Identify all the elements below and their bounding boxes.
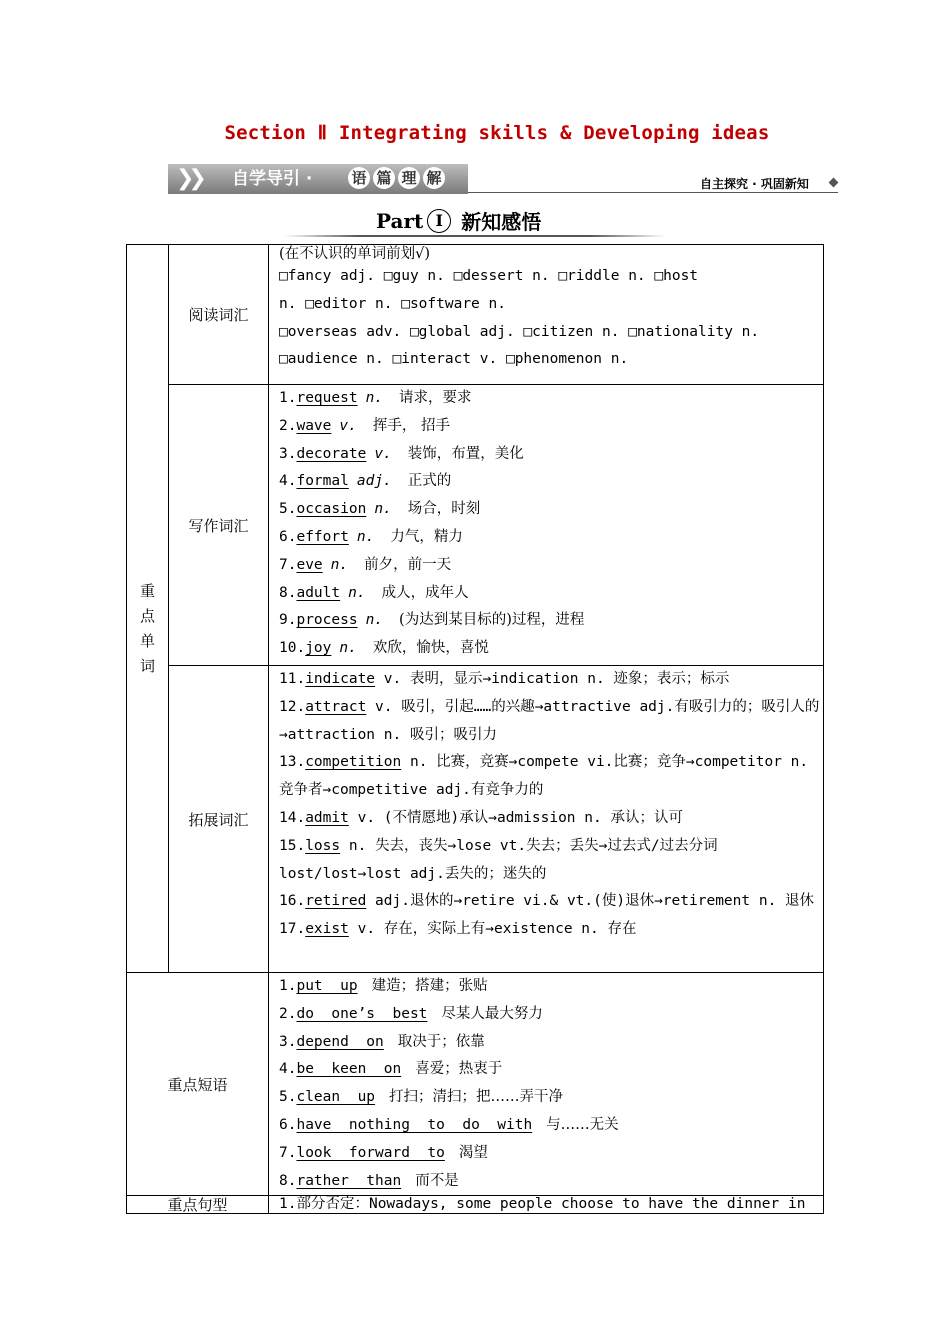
item-meaning: 请求，要求 (399, 390, 472, 406)
writing-label: 写作词汇 (169, 385, 269, 666)
item-number: 4. (279, 473, 297, 490)
part-rule (284, 235, 666, 237)
item-phrase: look forward to (296, 1144, 445, 1161)
phrase-list (269, 973, 824, 1196)
item-word: competition (305, 754, 402, 771)
item-meaning: 与……无关 (546, 1116, 619, 1133)
phrase-item (279, 1140, 823, 1168)
writing-item (279, 524, 823, 552)
part-number: Ⅰ (427, 209, 451, 233)
banner-rule (468, 192, 838, 193)
item-pos: n. (330, 556, 349, 573)
item-number: 13. (279, 754, 306, 771)
item-word: formal (296, 473, 349, 490)
writing-item (279, 607, 823, 635)
item-pos: n. (365, 390, 384, 406)
item-word: wave (296, 417, 332, 434)
writing-item (279, 635, 823, 663)
item-meaning: 场合，时刻 (407, 501, 481, 518)
phrase-item (279, 1001, 823, 1029)
item-number: 8. (279, 1172, 297, 1189)
item-pos: n. (365, 612, 384, 629)
item-number: 4. (279, 1061, 297, 1078)
reading-line: □fancy adj. □guy n. □dessert n. □riddle n. □host (279, 268, 699, 284)
banner-char: 篇 (373, 167, 395, 189)
part-label: Part (376, 208, 424, 233)
item-number: 6. (279, 528, 297, 545)
item-word: eve (296, 556, 323, 573)
item-meaning: 欢欣，愉快，喜悦 (372, 640, 489, 657)
item-number: 11. (279, 671, 306, 687)
item-meaning: 渴望 (458, 1144, 488, 1161)
item-number: 2. (279, 1005, 297, 1022)
writing-item (279, 441, 823, 469)
diamond-icon (829, 178, 839, 188)
item-word: attract (305, 698, 367, 715)
item-number: 5. (279, 1089, 297, 1106)
item-phrase: put up (296, 978, 358, 994)
phrase-item (279, 1029, 823, 1057)
extension-label: 拓展词汇 (169, 666, 269, 973)
item-meaning: 尽某人最大努力 (441, 1005, 543, 1022)
item-number: 3. (279, 445, 297, 462)
item-meaning: 取决于；依靠 (397, 1033, 485, 1050)
item-pos: adj. (356, 473, 392, 490)
item-word: joy (305, 640, 332, 657)
extension-item (279, 916, 823, 944)
item-number: 6. (279, 1116, 297, 1133)
item-word: admit (305, 809, 349, 826)
item-phrase: be keen on (296, 1061, 402, 1078)
item-detail: n. 失去，丧失→lose vt.失去；丢失→过去式/过去分词 lost/lost→lost adj.丢失的；迷失的 (279, 837, 718, 882)
phrase-item (279, 1084, 823, 1112)
extension-item (279, 749, 823, 805)
item-meaning: (为达到某目标的)过程，进程 (399, 612, 585, 629)
item-number: 7. (279, 1144, 297, 1161)
sentence-line: 1.部分否定：Nowadays, some people choose to have the dinner in (279, 1196, 806, 1213)
vocab-table (126, 244, 824, 1214)
banner-label: 自学导引 · (232, 169, 313, 189)
item-detail: n. 比赛，竞赛→compete vi.比赛；竞争→competitor n. 竞争者→competitive adj.有竞争力的 (279, 754, 809, 799)
item-detail: v. (不情愿地)承认→admission n. 承认；认可 (348, 809, 683, 826)
item-detail: v. 表明，显示→indication n. 迹象；表示；标示 (375, 671, 730, 687)
banner-char: 解 (423, 167, 445, 189)
item-meaning: 而不是 (415, 1172, 459, 1189)
item-number: 12. (279, 698, 306, 715)
item-detail: adj.退休的→retire vi.& vt.(使)退休→retirement n. 退休 (366, 893, 815, 910)
item-meaning: 正式的 (407, 473, 452, 490)
item-number: 15. (279, 837, 306, 854)
item-pos: n. (374, 501, 392, 518)
phrase-item (279, 973, 823, 1001)
item-word: request (296, 390, 358, 406)
item-number: 14. (279, 809, 306, 826)
phrase-item (279, 1112, 823, 1140)
item-word: effort (296, 528, 349, 545)
reading-label: 阅读词汇 (169, 245, 269, 385)
section-title: Section Ⅱ Integrating skills & Developing ideas (224, 122, 770, 144)
item-detail: v. 吸引，引起……的兴趣→attractive adj.有吸引力的；吸引人的→attraction n. 吸引；吸引力 (279, 698, 820, 743)
extension-item (279, 694, 823, 750)
writing-item (279, 385, 823, 413)
item-pos: v. (374, 445, 392, 462)
item-meaning: 挥手， 招手 (372, 417, 450, 434)
item-word: loss (305, 837, 341, 854)
extension-item (279, 833, 823, 889)
chevron-icon: ❯❯ (176, 166, 201, 191)
sentence-first (269, 1196, 824, 1214)
item-meaning: 装饰，布置，美化 (407, 445, 524, 462)
phrase-item (279, 1056, 823, 1084)
item-word: process (296, 612, 358, 629)
item-meaning: 喜爱；热衷于 (415, 1061, 503, 1078)
item-word: indicate (305, 671, 376, 687)
banner-circles (348, 167, 445, 189)
writing-item (279, 580, 823, 608)
banner-note: 自主探究 · 巩固新知 (700, 177, 809, 191)
item-meaning: 打扫；清扫；把……弄干净 (389, 1089, 564, 1106)
item-number: 7. (279, 556, 297, 573)
item-phrase: do one’s best (296, 1005, 428, 1022)
part-title: 新知感悟 (461, 210, 542, 234)
reading-line: □audience n. □interact v. □phenomenon n. (279, 351, 629, 368)
key-words-cell (127, 245, 169, 973)
extension-item (279, 888, 823, 916)
item-number: 16. (279, 893, 306, 910)
key-words-label: 重点单词 (139, 581, 155, 675)
item-detail: v. 存在，实际上有→existence n. 存在 (348, 921, 637, 938)
item-phrase: rather than (296, 1172, 402, 1189)
banner-char: 语 (348, 167, 370, 189)
item-number: 10. (279, 640, 306, 657)
reading-words (269, 245, 824, 385)
phrase-item (279, 1168, 823, 1196)
phrases-label: 重点短语 (127, 973, 269, 1196)
section-banner (168, 164, 468, 194)
item-word: occasion (296, 501, 367, 518)
item-number: 5. (279, 501, 297, 518)
reading-line: □overseas adv. □global adj. □citizen n. □nationality n. (279, 323, 760, 340)
writing-item (279, 413, 823, 441)
item-number: 17. (279, 921, 306, 938)
item-number: 2. (279, 417, 297, 434)
sentences-label: 重点句型 (127, 1196, 269, 1214)
writing-item (279, 496, 823, 524)
item-word: adult (296, 584, 341, 601)
item-word: retired (305, 893, 367, 910)
extension-item (279, 805, 823, 833)
item-phrase: depend on (296, 1033, 384, 1050)
item-pos: n. (356, 528, 375, 545)
item-number: 1. (279, 390, 297, 406)
item-meaning: 成人，成年人 (381, 584, 469, 601)
item-number: 8. (279, 584, 297, 601)
item-pos: v. (339, 417, 357, 434)
writing-item (279, 552, 823, 580)
item-word: exist (305, 921, 349, 938)
extension-item (279, 666, 823, 694)
item-phrase: have nothing to do with (296, 1116, 533, 1133)
banner-char: 理 (398, 167, 420, 189)
reading-line: n. □editor n. □software n. (279, 295, 506, 312)
item-number: 9. (279, 612, 297, 629)
reading-hint: (在不认识的单词前划√) (279, 246, 431, 262)
item-phrase: clean up (296, 1089, 376, 1106)
part-heading (376, 206, 541, 235)
writing-item (279, 468, 823, 496)
item-meaning: 建造；搭建；张贴 (371, 978, 488, 994)
extension-words (269, 666, 824, 973)
item-word: decorate (296, 445, 367, 462)
writing-words (269, 385, 824, 666)
item-number: 3. (279, 1033, 297, 1050)
item-pos: n. (339, 640, 357, 657)
item-meaning: 前夕，前一天 (364, 556, 452, 573)
item-number: 1. (279, 978, 297, 994)
item-pos: n. (348, 584, 366, 601)
item-meaning: 力气，精力 (390, 528, 463, 545)
